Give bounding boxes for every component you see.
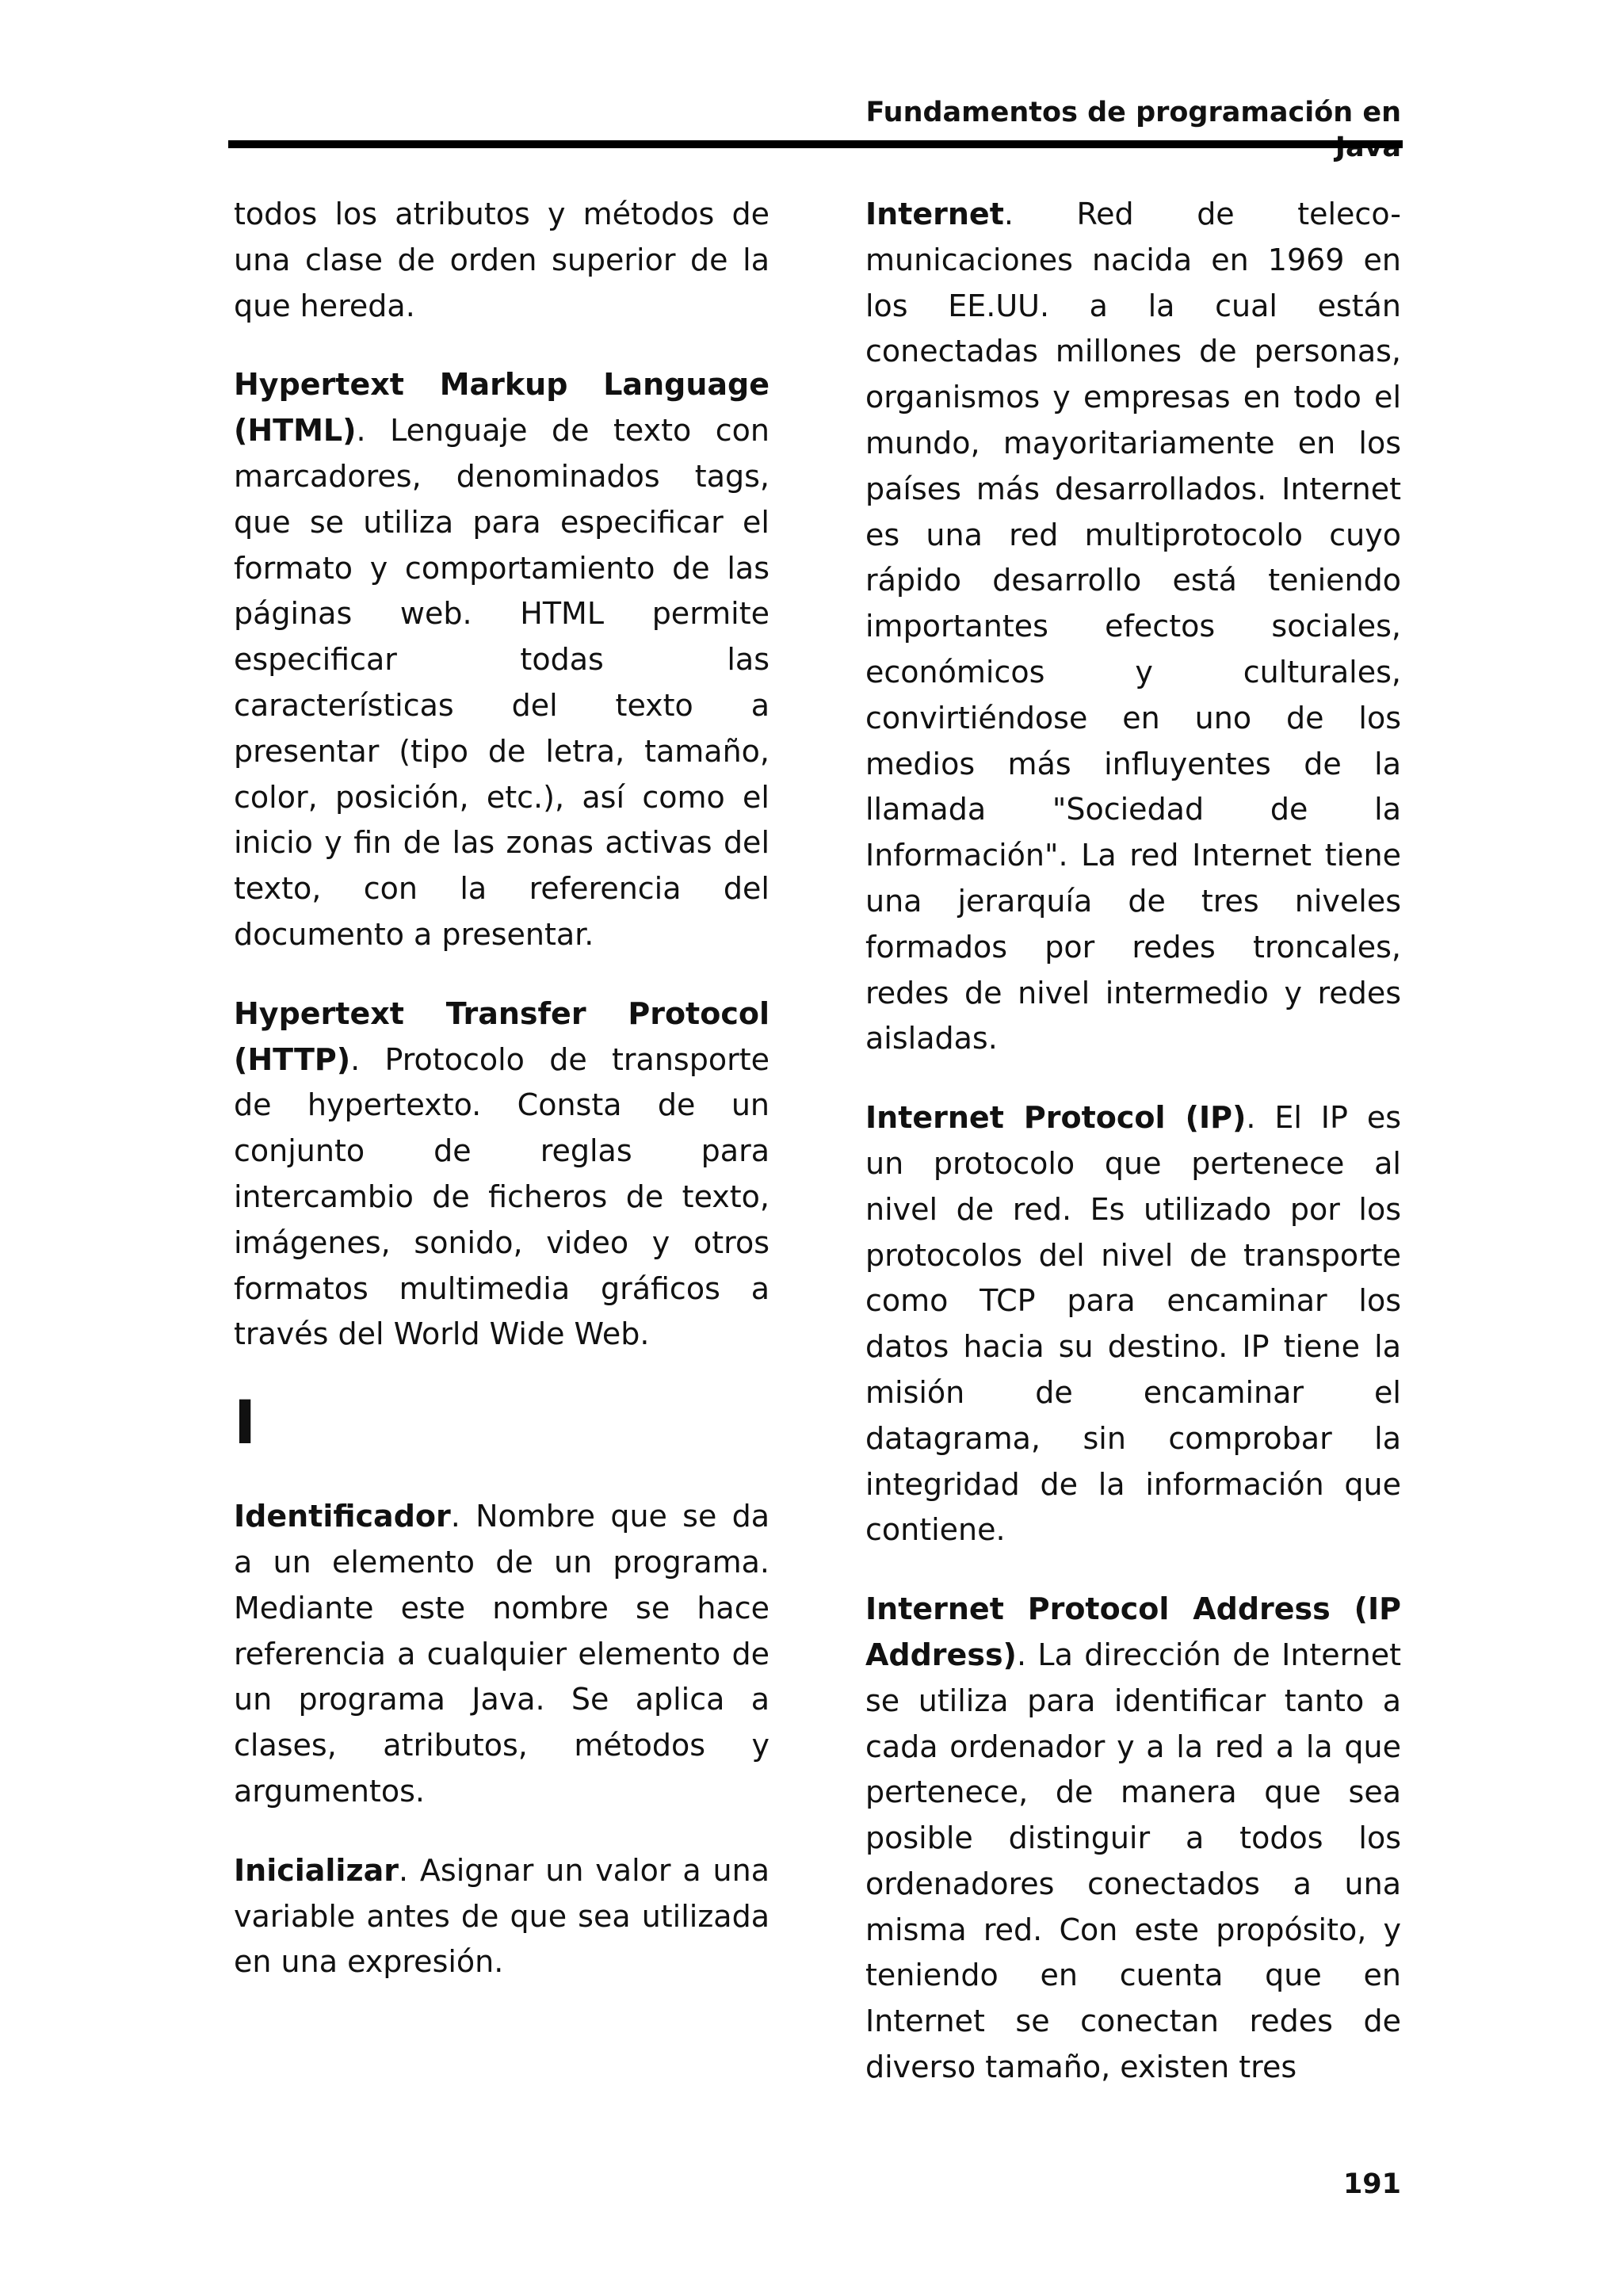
glossary-entry-identificador [234,1494,769,1815]
header-rule [228,140,1403,148]
page-number: 191 [1342,2168,1401,2200]
entry-definition: . La dirección de Internet se utiliza para identificar tanto a cada ordenador y a la red a la que pertenece, de manera que sea posible distinguir a todos los ordenadores conectados a una misma red. Con este propósito, y teniendo en cuenta que en Internet se conectan redes de diverso tamaño, existen tres [865,1637,1401,2085]
entry-term: Hypertext Transfer Protocol (HTTP) [234,995,769,1077]
section-letter-heading: I [234,1387,257,1458]
right-column [865,192,1401,2124]
entry-definition: . Nombre que se da a un elemento de un programa. Mediante este nombre se hace referencia a cualquier elemento de un programa Java. Se aplica a clases, atributos, métodos y argumentos. [234,1499,769,1809]
entry-definition: . Red de teleco-municaciones nacida en 1969 en los EE.UU. a la cual están conectadas millones de personas, organismos y empresas en todo el mundo, mayoritariamente en los países más desarrollados. Internet es una red multiprotocolo cuyo rápido desarrollo está teniendo importantes efectos sociales, económicos y culturales, convirtiéndose en uno de los medios más influyentes de la llamada "Sociedad de la Información". La red Internet tiene una jerarquía de tres niveles formados por redes troncales, redes de nivel intermedio y redes aisladas. [865,197,1401,1056]
entry-term: Hypertext Markup Language (HTML) [234,367,769,449]
entry-definition: . Asignar un valor a una variable antes de que sea utilizada en una expresión. [234,1852,769,1980]
glossary-entry-ip [865,1095,1401,1553]
continued-definition: todos los atributos y métodos de una clase de orden superior de la que hereda. [234,197,769,323]
glossary-entry-ip-address [865,1587,1401,2091]
running-header-title: Fundamentos de programación en [865,97,1401,128]
glossary-entry-internet [865,192,1401,1062]
entry-term: Internet [865,197,1004,231]
glossary-entry-html [234,362,769,957]
entry-term: Identificador [234,1499,451,1534]
left-column [234,192,769,2019]
glossary-entry-http [234,991,769,1358]
entry-term: Internet Protocol (IP) [865,1100,1247,1136]
entry-definition: . Protocolo de transporte de hypertexto. Consta de un conjunto de reglas para intercambio de ficheros de texto, imágenes, sonido, video y otros formatos multimedia gráficos a través del World Wide Web. [234,1041,769,1352]
glossary-entry-inicializar [234,1848,769,1985]
entry-term: Internet Protocol Address (IP Address) [865,1591,1401,1672]
entry-definition: . El IP es un protocolo que pertenece al nivel de red. Es utilizado por los protocolos del nivel de transporte como TCP para encaminar los datos hacia su destino. IP tiene la misión de encaminar el datagrama, sin comprobar la integridad de la información que contiene. [865,1100,1401,1548]
entry-definition: . Lenguaje de texto con marcadores, denominados tags, que se utiliza para especificar el formato y comportamiento de las páginas web. HTML permite especificar todas las características del texto a presentar (tipo de letra, tamaño, color, posición, etc.), así como el inicio y fin de las zonas activas del texto, con la referencia del documento a presentar. [234,413,769,952]
entry-term: Inicializar [234,1852,399,1888]
